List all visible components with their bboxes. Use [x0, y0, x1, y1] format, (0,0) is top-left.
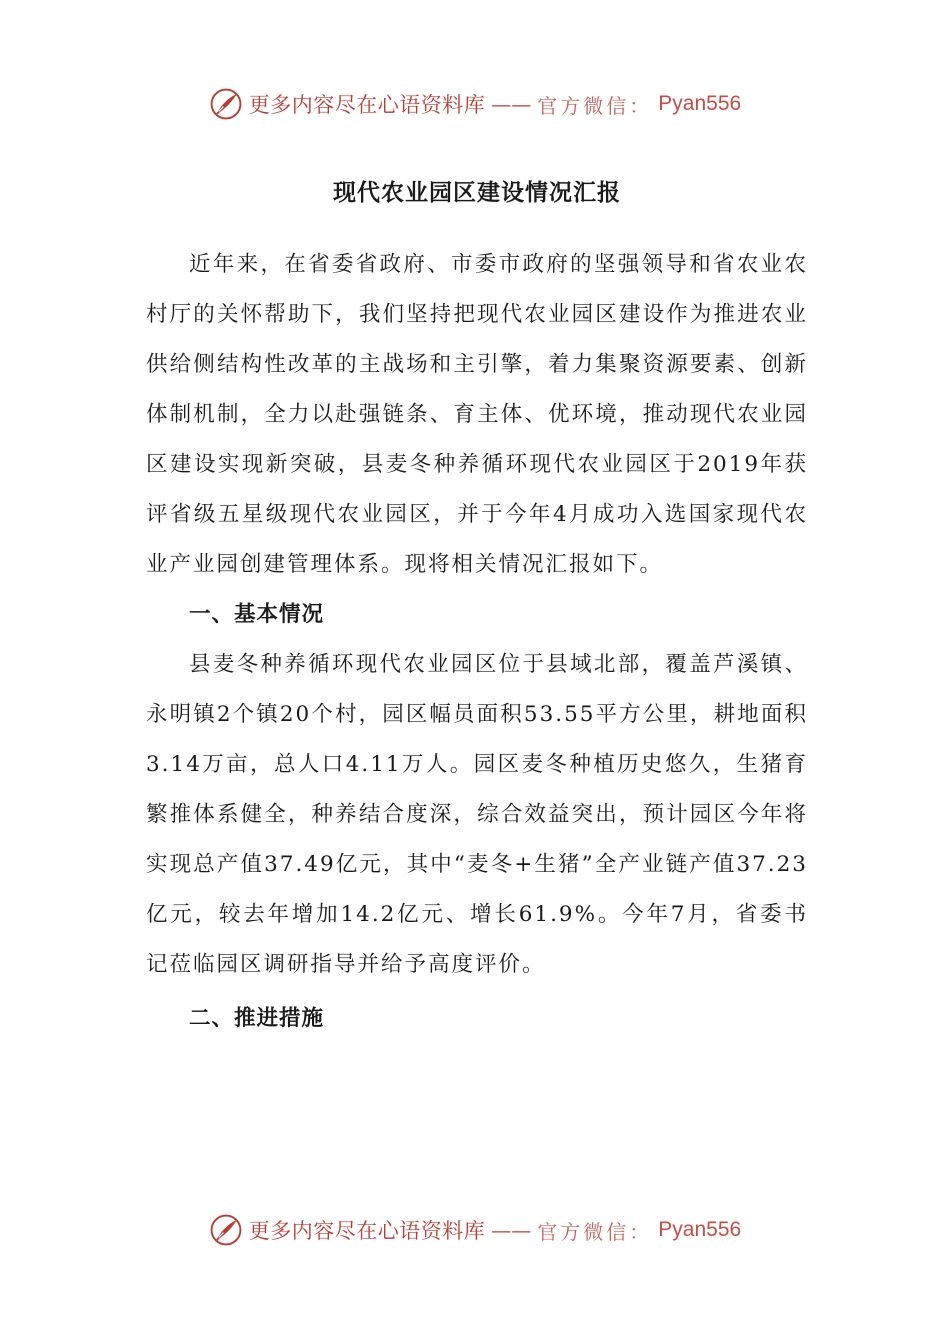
watermark-text: 更多内容尽在心语资料库 — [248, 1219, 486, 1243]
watermark-separator: —— — [491, 1218, 532, 1242]
watermark-footer — [0, 1210, 950, 1250]
quill-logo-icon — [209, 1213, 243, 1247]
section-heading-basic: 一、基本情况 — [189, 602, 325, 627]
watermark-official-label: 官方微信： — [537, 1219, 653, 1244]
watermark-header — [0, 84, 950, 124]
watermark-wechat-id: Pyan556 — [658, 1218, 742, 1241]
watermark-wechat-id: Pyan556 — [658, 92, 742, 115]
document-title: 现代农业园区建设情况汇报 — [333, 180, 621, 206]
watermark-official-label: 官方微信： — [537, 93, 653, 118]
section-heading-measures: 二、推进措施 — [189, 1006, 325, 1031]
watermark-text: 更多内容尽在心语资料库 — [248, 93, 486, 117]
watermark-separator: —— — [491, 92, 532, 116]
quill-logo-icon — [209, 87, 243, 121]
document-body — [146, 168, 808, 1044]
section-basic-paragraph: 县麦冬种养循环现代农业园区位于县域北部，覆盖芦溪镇、永明镇2个镇20个村，园区幅员面积53.55平方公里，耕地面积3.14万亩，总人口4.11万人。园区麦冬种植历史悠久，生猪育繁推体系健全，种养结合度深，综合效益突出，预计园区今年将实现总产值37.49亿元，其中“麦冬+生猪”全产业链产值37.23亿元，较去年增加14.2亿元、增长61.9%。今年7月，省委书记莅临园区调研指导并给予高度评价。 — [146, 652, 808, 977]
intro-paragraph: 近年来，在省委省政府、市委市政府的坚强领导和省农业农村厅的关怀帮助下，我们坚持把现代农业园区建设作为推进农业供给侧结构性改革的主战场和主引擎，着力集聚资源要素、创新体制机制，全力以赴强链条、育主体、优环境，推动现代农业园区建设实现新突破，县麦冬种养循环现代农业园区于2019年获评省级五星级现代农业园区，并于今年4月成功入选国家现代农业产业园创建管理体系。现将相关情况汇报如下。 — [146, 252, 808, 577]
